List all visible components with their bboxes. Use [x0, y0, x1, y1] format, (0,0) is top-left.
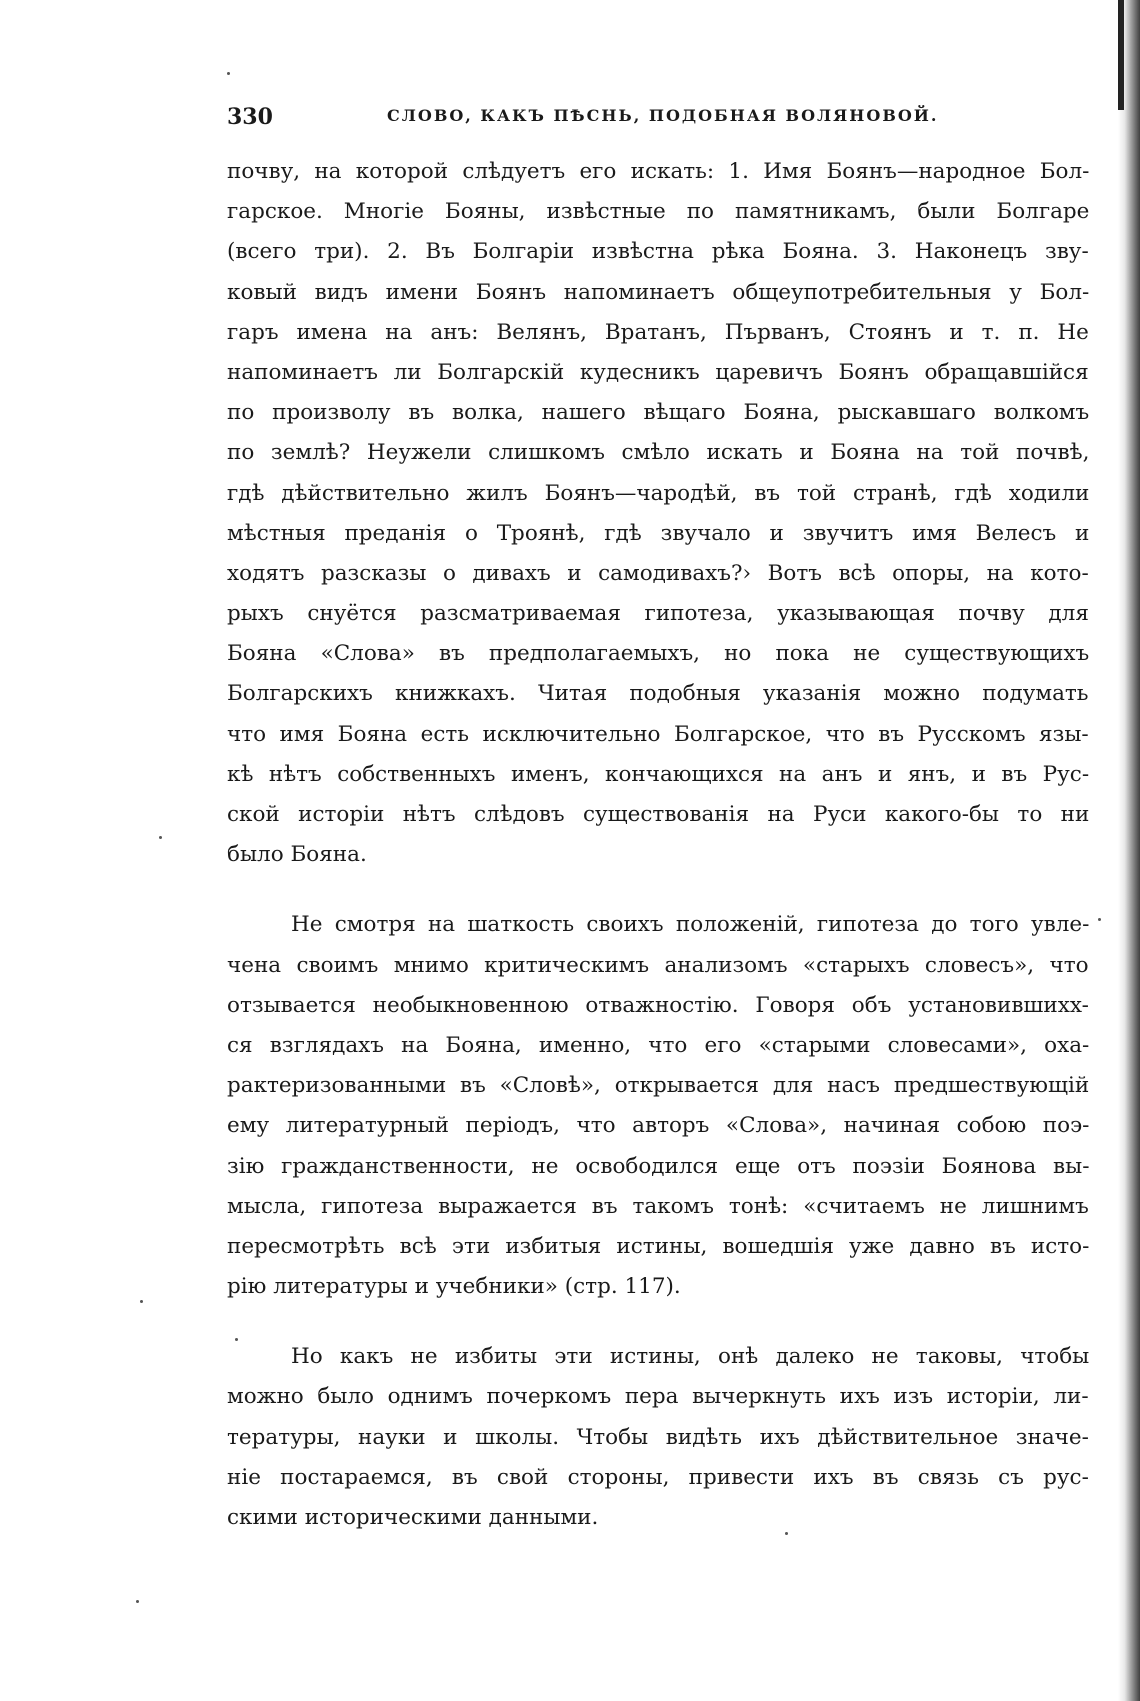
text-line: рію литературы и учебники» (стр. 117).: [227, 1274, 681, 1300]
page-header: [227, 100, 1097, 140]
text-line: ніе постараемся, въ свой стороны, привести ихъ въ связь съ рус-: [227, 1464, 1089, 1490]
scan-speck: [227, 72, 230, 75]
page-number: 330: [227, 104, 273, 130]
paragraph: [227, 1337, 1089, 1538]
page-edge-shadow: [1118, 0, 1140, 1701]
scan-speck: [140, 1300, 143, 1303]
text-line: гдѣ дѣйствительно жилъ Боянъ—чародѣй, въ той странѣ, гдѣ ходили: [227, 480, 1090, 506]
paragraph: [227, 905, 1089, 1307]
text-line: гарское. Многіе Бояны, извѣстные по памятникамъ, были Болгаре: [227, 199, 1090, 225]
text-line: Бояна «Слова» въ предполагаемыхъ, но пока не существующихъ: [227, 641, 1090, 667]
text-line: ему литературный періодъ, что авторъ «Слова», начиная собою поэ-: [227, 1113, 1090, 1139]
text-line: зію гражданственности, не освободился еще отъ поэзіи Боянова вы-: [227, 1153, 1090, 1179]
text-line: Болгарскихъ книжкахъ. Читая подобныя указанія можно подумать: [227, 681, 1089, 707]
text-line: по произволу въ волка, нашего вѣщаго Бояна, рыскавшаго волкомъ: [227, 400, 1090, 426]
body-text: [227, 152, 1089, 1538]
running-head: СЛОВО, КАКЪ ПѢСНЬ, ПОДОБНАЯ ВОЛЯНОВОЙ.: [387, 106, 939, 125]
text-line: гаръ имена на анъ: Велянъ, Вратанъ, Първанъ, Стоянъ и т. п. Не: [227, 319, 1089, 345]
text-line: почву, на которой слѣдуетъ его искать: 1. Имя Боянъ—народное Бол-: [227, 159, 1090, 184]
scan-speck: [159, 836, 162, 839]
text-line: отзывается необыкновенною отважностію. Говоря объ установившихx-: [227, 992, 1089, 1018]
text-line: ходятъ разсказы о дивахъ и самодивахъ?› Вотъ всѣ опоры, на кото-: [227, 560, 1089, 586]
text-line: пересмотрѣть всѣ эти избитыя истины, вошедшія уже давно въ исто-: [227, 1233, 1090, 1259]
text-line: ся взглядахъ на Бояна, именно, что его «старыми словесами», оха-: [227, 1032, 1090, 1058]
text-line: напоминаетъ ли Болгарскій кудесникъ царевичъ Боянъ обращавшійся: [227, 359, 1089, 385]
text-line: тературы, науки и школы. Чтобы видѣть ихъ дѣйствительное значе-: [227, 1424, 1089, 1450]
text-line: мѣстныя преданія о Троянѣ, гдѣ звучало и звучитъ имя Велесъ и: [227, 520, 1090, 546]
text-line: Не смотря на шаткость своихъ положеній, гипотеза до того увле-: [291, 912, 1090, 938]
text-line: можно было однимъ почеркомъ пера вычеркнуть ихъ изъ исторіи, ли-: [227, 1384, 1089, 1410]
page-edge-mark: [1118, 0, 1124, 110]
text-line: рактеризованными въ «Словѣ», открывается для насъ предшествующій: [227, 1073, 1090, 1099]
scan-speck: [136, 1600, 139, 1603]
scan-speck: [235, 1338, 238, 1341]
text-line: Но какъ не избиты эти истины, онѣ далеко не таковы, чтобы: [291, 1344, 1090, 1370]
text-line: мысла, гипотеза выражается въ такомъ тонѣ: «считаемъ не лишнимъ: [227, 1193, 1089, 1219]
text-line: ской исторіи нѣтъ слѣдовъ существованія на Руси какого-бы то ни: [227, 802, 1090, 827]
text-line: (всего три). 2. Въ Болгаріи извѣстна рѣка Бояна. 3. Наконецъ зву-: [227, 239, 1089, 265]
scan-speck: [1098, 918, 1101, 921]
text-line: по землѣ? Неужели слишкомъ смѣло искать и Бояна на той почвѣ,: [227, 440, 1090, 466]
text-line: ковый видъ имени Боянъ напоминаетъ общеупотребительныя у Бол-: [227, 279, 1090, 305]
scan-speck: [785, 1532, 788, 1535]
paragraph: [227, 152, 1089, 875]
text-line: чена своимъ мнимо критическимъ анализомъ «старыхъ словесъ», что: [227, 952, 1089, 978]
text-line: было Бояна.: [227, 842, 367, 868]
text-line: рыхъ снуётся разсматриваемая гипотеза, указывающая почву для: [227, 601, 1089, 627]
text-line: скими историческими данными.: [227, 1505, 599, 1530]
text-line: что имя Бояна есть исключительно Болгарское, что въ Русскомъ язы-: [227, 721, 1089, 747]
text-line: кѣ нѣтъ собственныхъ именъ, кончающихся на анъ и янъ, и въ Рус-: [227, 761, 1090, 787]
